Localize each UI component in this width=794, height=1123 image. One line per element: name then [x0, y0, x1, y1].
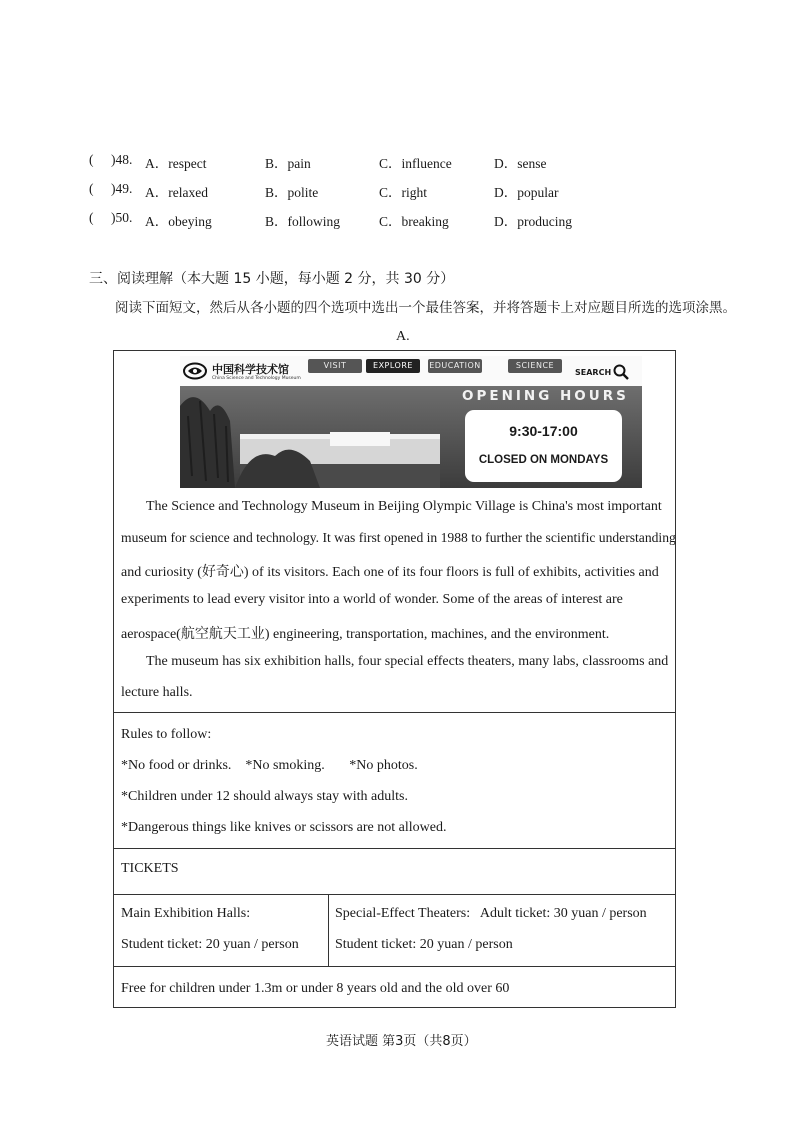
banner-header	[180, 356, 642, 386]
passage-line: and curiosity (好奇心) of its visitors. Each one of its four floors is full of exhibits, activities and	[121, 565, 659, 580]
option-a: A．obeying	[145, 214, 212, 229]
option-a: A．respect	[145, 156, 207, 171]
answer-paren: (	[89, 181, 94, 196]
option-b: B．polite	[265, 185, 319, 200]
rules-line: *Children under 12 should always stay with adults.	[121, 789, 408, 804]
option-c: C．breaking	[379, 214, 449, 229]
nav-explore[interactable]: EXPLORE	[366, 359, 420, 373]
closed-day: CLOSED ON MONDAYS	[478, 454, 609, 466]
rules-line: *Dangerous things like knives or scissors are not allowed.	[121, 820, 447, 835]
section-instruction: 阅读下面短文，然后从各小题的四个选项中选出一个最佳答案，并将答题卡上对应题目所选的选项涂黑。	[115, 300, 736, 316]
question-number: )48.	[111, 152, 133, 167]
theaters-title: Special-Effect Theaters: Adult ticket: 30 yuan / person	[335, 906, 647, 921]
option-d: D．producing	[494, 214, 572, 229]
main-halls-student-price: Student ticket: 20 yuan / person	[121, 937, 299, 952]
passage-line: experiments to lead every visitor into a world of wonder. Some of the areas of interest are	[121, 592, 623, 607]
free-admission-note: Free for children under 1.3m or under 8 years old and the old over 60	[121, 981, 510, 996]
logo-chinese-name: 中国科学技术馆	[212, 363, 289, 376]
answer-paren: (	[89, 152, 94, 167]
page-footer: 英语试题 第3页（共8页）	[326, 1034, 477, 1049]
passage-line: The museum has six exhibition halls, four special effects theaters, many labs, classrooms and	[146, 654, 669, 669]
rules-heading: Rules to follow:	[121, 727, 212, 742]
passage-line: museum for science and technology. It was first opened in 1988 to further the scientific understanding	[121, 530, 676, 545]
rules-line: *No food or drinks. *No smoking. *No photos.	[121, 758, 418, 773]
option-d: D．sense	[494, 156, 547, 171]
passage-line: lecture halls.	[121, 685, 193, 700]
search-label[interactable]: SEARCH	[575, 368, 612, 377]
question-number: )49.	[111, 181, 133, 196]
option-a: A．relaxed	[145, 185, 208, 200]
nav-visit[interactable]: VISIT	[308, 359, 362, 373]
answer-paren: (	[89, 210, 94, 225]
museum-building-image	[180, 386, 470, 488]
section-title: 三、阅读理解（本大题 15 小题，每小题 2 分，共 30 分）	[89, 271, 455, 287]
hours-card	[465, 410, 622, 482]
museum-photo	[180, 386, 642, 488]
main-halls-title: Main Exhibition Halls:	[121, 906, 251, 921]
option-c: C．right	[379, 185, 428, 200]
theaters-student-price: Student ticket: 20 yuan / person	[335, 937, 513, 952]
passage-line: The Science and Technology Museum in Beijing Olympic Village is China's most important	[146, 499, 662, 514]
option-b: B．following	[265, 214, 341, 229]
museum-banner	[180, 356, 642, 488]
option-b: B．pain	[265, 156, 311, 171]
passage-line: aerospace(航空航天工业) engineering, transportation, machines, and the environment.	[121, 627, 610, 642]
question-number: )50.	[111, 210, 133, 225]
tickets-heading: TICKETS	[121, 861, 179, 876]
museum-logo-icon	[183, 362, 207, 380]
passage-label: A.	[396, 329, 410, 344]
option-d: D．popular	[494, 185, 559, 200]
opening-time: 9:30-17:00	[509, 423, 578, 439]
opening-hours-title: OPENING HOURS	[462, 388, 629, 404]
nav-education[interactable]: EDUCATION	[428, 359, 482, 373]
search-icon[interactable]	[612, 363, 630, 381]
logo-english-name: China Science and Technology Museum	[212, 376, 301, 381]
cell-divider	[328, 894, 329, 966]
nav-science[interactable]: SCIENCE	[508, 359, 562, 373]
tickets-prices-box	[113, 894, 676, 967]
option-c: C．influence	[379, 156, 452, 171]
tickets-heading-box	[113, 848, 676, 895]
